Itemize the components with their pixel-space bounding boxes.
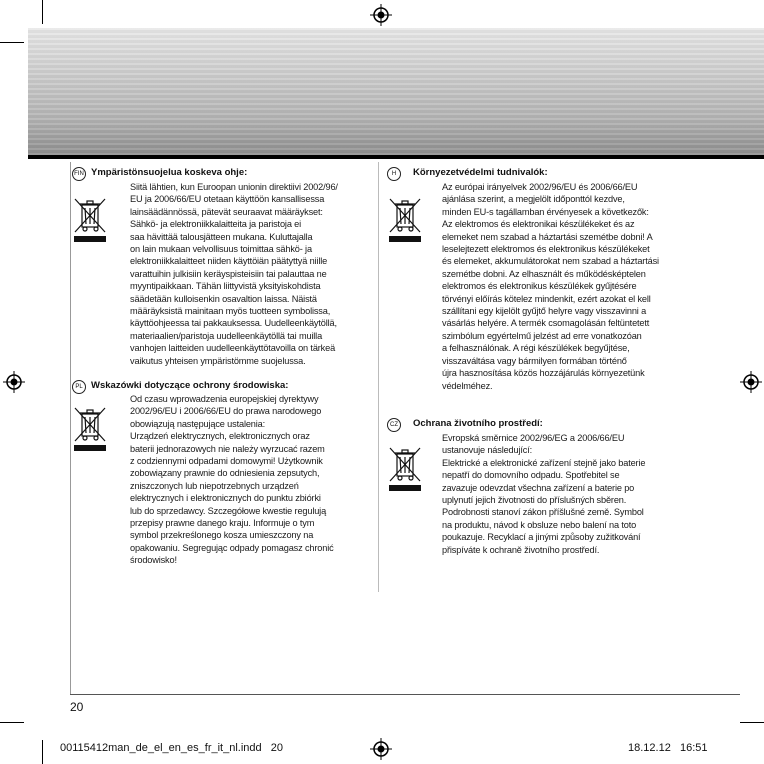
section-title-hu: Környezetvédelmi tudnivalók: <box>413 167 548 178</box>
registration-mark-icon <box>370 738 392 760</box>
crop-mark-bottom-left-h <box>0 722 24 723</box>
section-title-cz: Ochrana životního prostředí: <box>413 418 543 429</box>
registration-mark-icon <box>740 371 762 393</box>
crossed-bin-icon <box>387 445 423 491</box>
header-rule <box>28 155 764 159</box>
lang-code-pl: PL <box>72 380 86 394</box>
section-title-fi: Ympäristönsuojelua koskeva ohje: <box>91 167 248 178</box>
section-body-pl: Od czasu wprowadzenia europejskiej dyrektywy 2002/96/EU i 2006/66/EU do prawa narodowego obowiązują następujące ustalenia: Urządzeń elektrycznych, elektronicznych oraz baterii jednorazowych nie należy wyrzucać razem z codziennymi odpadami domowymi! Użytkownik zobowiązany prawnie do odniesienia zepsutych, zniszczonych lub niepotrzebnych urządzeń elektrycznych i elektronicznych do punktu zbiórki lub do sprzedawcy. Szczegółowe kwestie regulują przepisy prawne danego kraju. Informuje o tym symbol przekreślonego kosza umieszczony na opakowaniu. Segregując odpady pomagasz chronić środowisko! <box>130 394 334 566</box>
lang-code-cz: CZ <box>387 418 401 432</box>
section-body-hu: Az európai irányelvek 2002/96/EU és 2006/66/EU ajánlása szerint, a megjelölt időponttól kezdve, minden EU-s tagállamban érvényesek a következők: Az elektromos és elektronikai készülékeket és az elemeket nem szabad a háztartási szemétbe dobni! A leselejtezett elektromos és elektronikus készülékeket és elemeket, akkumulátorokat nem szabad a háztartási szemétbe dobni. Az elhasznált és működésképtelen elektromos és elektronikus készülékek gyűjtésére törvényi előírás kötelez mindenkit, ezért azokat el kell szállítani egy kijelölt gyűjtő helyre vagy visszavinni a vásárlás helyére. A termék csomagolásán feltüntetett szimbólum egyértelmű jelzést ad erre vonatkozóan a felhasználónak. A régi készülékek begyűjtése, visszaváltása vagy bármilyen formában történő újra hasznosítása közös hozzájárulás környezetünk védelméhez. <box>442 182 659 391</box>
registration-mark-icon <box>370 4 392 26</box>
lang-code-fi: FIN <box>72 167 86 181</box>
footer-timestamp: 18.12.12 16:51 <box>628 742 708 754</box>
registration-mark-icon <box>3 371 25 393</box>
crop-mark-top-left-h <box>0 42 24 43</box>
column-divider <box>378 162 379 592</box>
crop-mark-bottom-right-h <box>740 722 764 723</box>
crop-mark-bottom-left <box>42 740 43 764</box>
section-body-fi: Siitä lähtien, kun Euroopan unionin direktiivi 2002/96/ EU ja 2006/66/EU otetaan käyttöön kansallisessa lainsäädännössä, pätevät seuraavat määräykset: Sähkö- ja elektroniikkalaitteita ja paristoja ei saa hävittää talousjätteen mukana. Kuluttajalla on lain mukaan velvollisuus toimittaa sähkö- ja elektroniikkalaitteet niiden käyttöiän päätyttyä niille varattuihin julkisiin keräyspisteisiin tai palauttaa ne myyntipaikkaan. Tähän liittyvistä yksityiskohdista säädetään kulloisenkin osavaltion laissa. Näistä määräyksistä mainitaan myös tuotteen symbolissa, käyttöohjeessa tai pakkauksessa. Uudelleenkäytöllä, materiaalien/paristoja uudelleenkäytöllä tai muilla vanhojen laitteiden uudelleenkäyttötavoilla on tärkeä vaikutus yhteisen ympäristömme suojelussa. <box>130 182 338 366</box>
page-number: 20 <box>70 700 84 714</box>
left-margin-rule <box>70 162 71 695</box>
section-title-pl: Wskazówki dotyczące ochrony środowiska: <box>91 380 289 391</box>
crossed-bin-icon <box>387 196 423 242</box>
bottom-rule <box>70 694 740 695</box>
crossed-bin-icon <box>72 405 108 451</box>
section-body-cz: Evropská směrnice 2002/96/EG a 2006/66/EU ustanovuje následující: Elektrické a elektronické zařízení stejně jako baterie nepatří do domovního odpadu. Spotřebitel se zavazuje odevzdat všechna zařízení a baterie po uplynutí jejich životnosti do příslušných sběren. Podrobnosti stanoví zákon příšlušné země. Symbol na produktu, návod k obsluze nebo balení na toto poukazuje. Recyklací a jinými způsoby zužitkování přispíváte k ochraně životního prostředí. <box>442 433 646 555</box>
footer-filename: 00115412man_de_el_en_es_fr_it_nl.indd 20 <box>60 742 284 754</box>
header-banner <box>28 28 764 156</box>
crop-mark-top-left <box>42 0 43 24</box>
lang-code-hu: H <box>387 167 401 181</box>
crossed-bin-icon <box>72 196 108 242</box>
